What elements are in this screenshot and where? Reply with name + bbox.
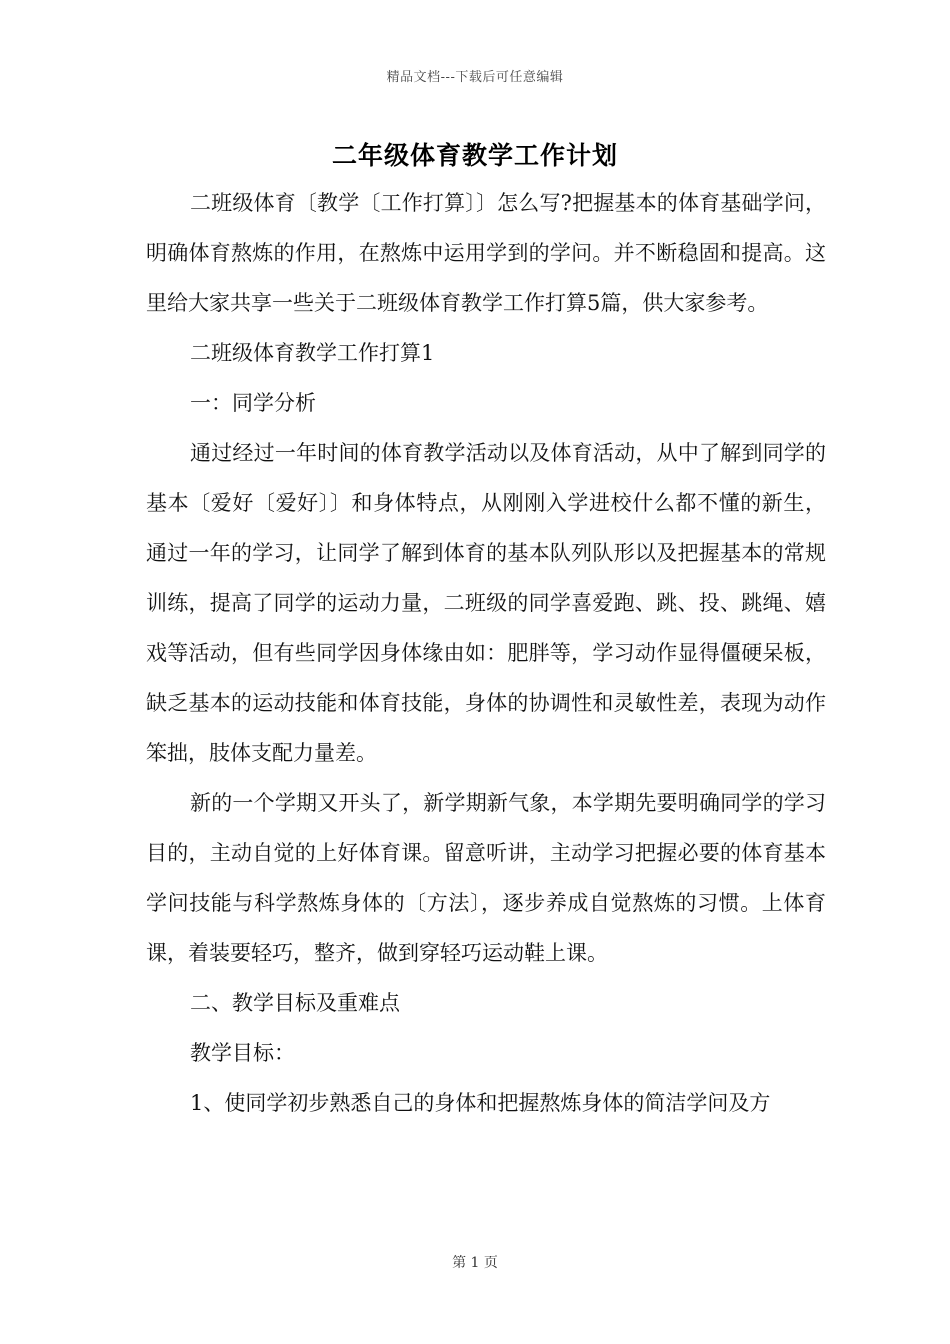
subheading-teaching-goals: 教学目标： xyxy=(190,1041,295,1065)
paragraph-intro: 二班级体育〔教学〔工作打算〕〕怎么写?把握基本的体育基础学问，明确体育熬炼的作用，在熬炼中运用学到的学问。并不断稳固和提高。这里给大家共享一些关于二班级体育教学工作打算5篇，供大家参考。 xyxy=(146,191,826,315)
section-heading-objectives: 二、教学目标及重难点 xyxy=(190,991,400,1015)
paragraph-new-semester: 新的一个学期又开头了，新学期新气象，本学期先要明确同学的学习目的，主动自觉的上好体育课。留意听讲，主动学习把握必要的体育基本学问技能与科学熬炼身体的〔方法〕，逐步养成自觉熬炼的习惯。上体育课，着装要轻巧，整齐，做到穿轻巧运动鞋上课。 xyxy=(146,791,826,965)
document-title: 二年级体育教学工作计划 xyxy=(331,141,618,170)
paragraph-student-analysis: 通过经过一年时间的体育教学活动以及体育活动，从中了解到同学的基本〔爱好〔爱好〕〕和身体特点，从刚刚入学进校什么都不懂的新生，通过一年的学习，让同学了解到体育的基本队列队形以及把握基本的常规训练，提高了同学的运动力量，二班级的同学喜爱跑、跳、投、跳绳、嬉戏等活动，但有些同学因身体缘由如：肥胖等，学习动作显得僵硬呆板，缺乏基本的运动技能和体育技能，身体的协调性和灵敏性差，表现为动作笨拙，肢体支配力量差。 xyxy=(146,441,826,765)
section-heading-student-analysis: 一：同学分析 xyxy=(190,391,316,415)
section-heading-plan-1: 二班级体育教学工作打算1 xyxy=(190,341,435,365)
document-body xyxy=(146,178,826,1128)
page-number: 第 1 页 xyxy=(452,1255,498,1271)
list-item-goal-1: 1、使同学初步熟悉自己的身体和把握熬炼身体的简洁学问及方 xyxy=(190,1091,771,1115)
page-header: 精品文档---下载后可任意编辑 xyxy=(386,70,564,85)
